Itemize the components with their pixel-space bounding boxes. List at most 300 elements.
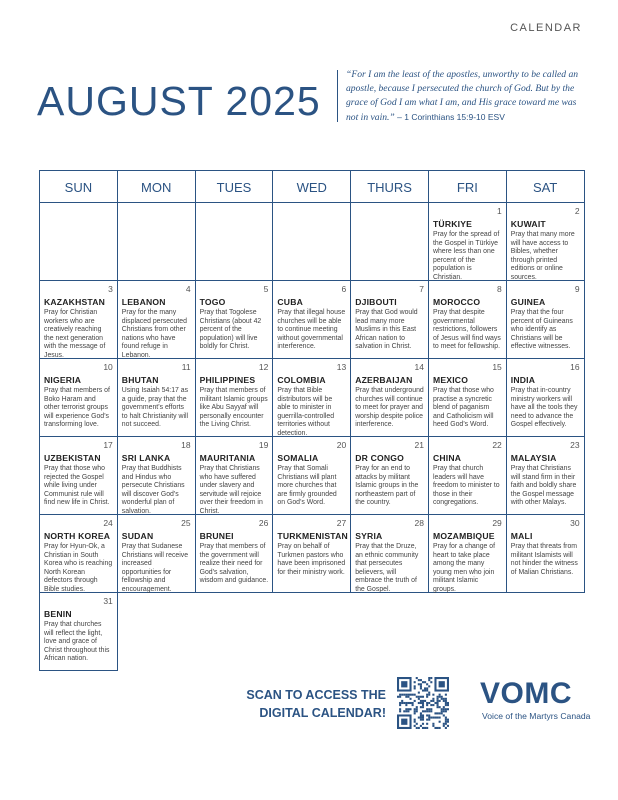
day-cell [40, 281, 118, 359]
country-name: MALI [510, 531, 533, 541]
prayer-text: Pray that Togolese Christians (about 42 percent of the population) will live boldly for Christ. [199, 309, 262, 351]
qr-module [416, 723, 418, 725]
qr-module [424, 727, 426, 729]
prayer-text: Pray that threats from militant Islamists will not hinder the witness of Malian Christians. [510, 543, 578, 576]
day-number: 21 [414, 440, 424, 450]
qr-module [422, 719, 424, 721]
qr-module [428, 719, 430, 721]
country-name: PHILIPPINES [199, 375, 256, 385]
weekday-tues: TUES [196, 171, 274, 203]
country-name: CUBA [277, 297, 304, 307]
prayer-text: Pray that God would lead many more Muslims in this East African nation to salvation in Christ. [355, 309, 418, 351]
qr-module [412, 702, 414, 704]
qr-module [403, 694, 405, 696]
country-name: TÜRKIYE [432, 219, 473, 229]
qr-module [432, 725, 434, 727]
qr-module [443, 714, 445, 716]
qr-module [422, 689, 424, 691]
qr-module [428, 714, 430, 716]
qr-module [441, 696, 443, 698]
qr-module [426, 727, 428, 729]
weekday-header-row [40, 171, 585, 203]
scan-line-2: DIGITAL CALENDAR! [259, 706, 386, 720]
qr-module [418, 702, 420, 704]
qr-module [428, 677, 430, 679]
day-cell [40, 593, 118, 671]
day-cell [429, 359, 507, 437]
empty-day-cell [196, 203, 274, 281]
qr-module [424, 689, 426, 691]
qr-module [428, 708, 430, 710]
qr-module [426, 683, 428, 685]
prayer-text: Pray that members of the government will realize their need for God’s salvation, wisdom and guidance. [199, 543, 269, 585]
qr-module [422, 681, 424, 683]
qr-module [414, 721, 416, 723]
day-cell [40, 437, 118, 515]
qr-module [401, 694, 403, 696]
prayer-text: Pray that Bible distributors will be able to minister in guerrilla-controlled territories without detection. [277, 387, 335, 437]
day-cell [351, 437, 429, 515]
qr-module [439, 721, 441, 723]
qr-module [422, 702, 424, 704]
day-number: 23 [570, 440, 580, 450]
qr-module [401, 719, 407, 725]
qr-module [405, 702, 407, 704]
qr-module [428, 717, 430, 719]
day-number: 15 [492, 362, 502, 372]
prayer-text: Pray for the many displaced persecuted Christians from other nations who have found refuge in Lebanon. [121, 309, 187, 359]
qr-module [439, 700, 441, 702]
qr-module [420, 683, 422, 685]
day-number: 3 [108, 284, 113, 294]
vomc-tagline: Voice of the Martyrs Canada [482, 711, 591, 721]
qr-module [432, 717, 434, 719]
qr-module [422, 714, 424, 716]
prayer-text: Pray that underground churches will continue to meet for prayer and worship despite police interference. [355, 387, 424, 429]
qr-module [407, 710, 409, 712]
qr-module [426, 714, 428, 716]
day-cell [507, 437, 585, 515]
qr-module [422, 727, 424, 729]
empty-day-cell [351, 203, 429, 281]
country-name: KAZAKHSTAN [44, 297, 106, 307]
month-title: AUGUST 2025 [37, 78, 321, 124]
qr-module [443, 698, 445, 700]
qr-module [434, 702, 436, 704]
country-name: COLOMBIA [277, 375, 326, 385]
vomc-logo: VOMC [480, 677, 572, 710]
qr-module [414, 712, 416, 714]
qr-module [439, 696, 441, 698]
qr-module [439, 681, 445, 687]
qr-module [430, 717, 432, 719]
day-number: 12 [258, 362, 269, 372]
qr-module [416, 727, 418, 729]
day-number: 19 [258, 440, 269, 450]
qr-module [432, 698, 434, 700]
qr-module [418, 679, 420, 681]
qr-module [407, 696, 409, 698]
qr-module [399, 694, 401, 696]
country-name: AZERBAIJAN [355, 375, 413, 385]
qr-module [443, 710, 445, 712]
qr-module [445, 723, 447, 725]
qr-module [420, 685, 422, 687]
qr-module [420, 696, 422, 698]
country-name: UZBEKISTAN [44, 453, 101, 463]
prayer-text: Pray that Sudanese Christians will receive increased opportunities for fellowship and encouragement. [121, 543, 189, 593]
day-number: 28 [414, 518, 424, 528]
qr-module [409, 708, 411, 710]
qr-module [405, 708, 407, 710]
day-number: 27 [336, 518, 347, 528]
qr-module [422, 700, 424, 702]
qr-module [439, 717, 441, 719]
qr-module [418, 692, 420, 694]
qr-module [445, 717, 447, 719]
qr-module [437, 717, 439, 719]
prayer-text: Pray that Buddhists and Hindus who persecute Christians will discover God’s wonderful plan of salvation. [121, 465, 185, 515]
week-row [40, 593, 585, 671]
qr-module [432, 704, 434, 706]
country-name: SOMALIA [277, 453, 319, 463]
qr-module [414, 694, 416, 696]
qr-module [430, 700, 432, 702]
qr-module [405, 704, 407, 706]
qr-module [434, 717, 436, 719]
qr-module [422, 717, 424, 719]
qr-module [414, 700, 416, 702]
empty-day-cell [40, 203, 118, 281]
day-number: 29 [492, 518, 502, 528]
prayer-text: Pray for a change of heart to take place among the many young men who join militant Islamic groups. [432, 543, 496, 593]
qr-module [428, 679, 430, 681]
qr-module [437, 698, 439, 700]
day-cell [429, 437, 507, 515]
country-name: BHUTAN [121, 375, 159, 385]
qr-module [447, 704, 449, 706]
qr-module [434, 727, 436, 729]
country-name: BRUNEI [199, 531, 234, 541]
qr-module [443, 700, 445, 702]
qr-module [418, 696, 420, 698]
day-cell [196, 281, 274, 359]
prayer-text: Pray on behalf of Turkmen pastors who have been imprisoned for their ministry work. [277, 543, 346, 576]
week-row [40, 203, 585, 281]
day-number: 18 [181, 440, 191, 450]
prayer-text: Using Isaiah 54:17 as a guide, pray that the government’s efforts to halt Christianity will not succeed. [121, 387, 189, 429]
day-cell [273, 515, 351, 593]
empty-day-cell [118, 203, 196, 281]
qr-module [414, 685, 416, 687]
day-cell [118, 281, 196, 359]
week-row [40, 515, 585, 593]
qr-module [428, 694, 430, 696]
qr-module [414, 681, 416, 683]
qr-module [424, 681, 426, 683]
qr-module [426, 694, 428, 696]
prayer-text: Pray that the Druze, an ethnic community that persecutes believers, will embrace the truth of the Gospel. [355, 543, 419, 593]
qr-module [430, 677, 432, 679]
prayer-text: Pray that churches will reflect the light, love and grace of Christ throughout this African nation. [44, 621, 110, 663]
qr-module [447, 719, 449, 721]
qr-module [397, 696, 399, 698]
qr-module [447, 721, 449, 723]
day-number: 31 [103, 596, 113, 606]
prayer-text: Pray that many more will have access to Bibles, whether through printed editions or online sources. [510, 231, 575, 281]
qr-module [445, 719, 447, 721]
qr-module [439, 727, 441, 729]
country-name: DJIBOUTI [355, 297, 397, 307]
calendar-grid [39, 170, 585, 671]
day-cell [196, 515, 274, 593]
qr-module [424, 700, 426, 702]
qr-module [414, 710, 416, 712]
scripture-quote [346, 68, 586, 125]
qr-module [418, 727, 420, 729]
qr-module [399, 710, 401, 712]
qr-module [437, 696, 439, 698]
qr-module [430, 704, 432, 706]
qr-module [416, 710, 418, 712]
week-row [40, 281, 585, 359]
prayer-text: Pray that Christians will stand firm in their faith and boldly share the Gospel message with other Malays. [510, 465, 577, 507]
qr-module [422, 706, 424, 708]
scan-cta [246, 686, 386, 722]
qr-module [412, 704, 414, 706]
day-number: 26 [258, 518, 269, 528]
country-name: GUINEA [510, 297, 546, 307]
prayer-text: Pray for the spread of the Gospel in Türkiye where less than one percent of the population is Christian. [432, 231, 500, 281]
qr-module [401, 681, 407, 687]
qr-module [441, 712, 443, 714]
prayer-text: Pray that in-country ministry workers will have all the tools they need to advance the Gospel effectively. [510, 387, 578, 429]
qr-module [443, 706, 445, 708]
qr-module [420, 706, 422, 708]
qr-module [420, 717, 422, 719]
weekday-thurs: THURS [351, 171, 429, 203]
day-cell [40, 359, 118, 437]
day-number: 6 [341, 284, 347, 294]
qr-module [407, 702, 409, 704]
country-name: NORTH KOREA [44, 531, 111, 541]
qr-module [428, 685, 430, 687]
qr-module [418, 683, 420, 685]
qr-module [420, 714, 422, 716]
day-number: 14 [414, 362, 424, 372]
qr-module [403, 710, 405, 712]
day-cell [196, 359, 274, 437]
qr-module [445, 710, 447, 712]
week-row [40, 359, 585, 437]
qr-module [418, 717, 420, 719]
country-name: INDIA [510, 375, 536, 385]
day-number: 10 [103, 362, 113, 372]
qr-module [445, 727, 447, 729]
day-cell [118, 515, 196, 593]
country-name: SYRIA [355, 531, 383, 541]
country-name: CHINA [432, 453, 462, 463]
title-divider [337, 70, 338, 122]
prayer-text: Pray that those who practise a syncretic blend of paganism and Catholicism will heed God’s Word. [432, 387, 494, 429]
qr-module [416, 706, 418, 708]
qr-module [422, 696, 424, 698]
weekday-wed: WED [273, 171, 351, 203]
prayer-text: Pray for Hyun-Ok, a Christian in South Korea who is reaching North Korean defectors through Bible studies. [44, 543, 113, 593]
country-name: MALAYSIA [510, 453, 557, 463]
qr-module [403, 702, 405, 704]
quote-reference: – 1 Corinthians 15:9-10 ESV [394, 112, 505, 122]
page-label: CALENDAR [510, 22, 582, 34]
qr-module [426, 702, 428, 704]
country-name: MOZAMBIQUE [432, 531, 495, 541]
day-cell [273, 281, 351, 359]
country-name: MOROCCO [432, 297, 481, 307]
qr-module [437, 700, 439, 702]
day-number: 2 [574, 206, 580, 216]
qr-module [420, 702, 422, 704]
qr-module [424, 710, 426, 712]
qr-module [426, 687, 428, 689]
qr-module [416, 696, 418, 698]
day-number: 20 [336, 440, 347, 450]
country-name: KUWAIT [510, 219, 546, 229]
qr-module [447, 708, 449, 710]
day-number: 11 [181, 362, 191, 372]
day-number: 5 [263, 284, 269, 294]
qr-module [399, 708, 401, 710]
qr-module [439, 712, 441, 714]
weekday-mon: MON [118, 171, 196, 203]
prayer-text: Pray that members of Boko Haram and other terrorist groups will experience God’s transforming love. [44, 387, 110, 429]
day-cell [196, 437, 274, 515]
day-number: 4 [185, 284, 191, 294]
qr-module [405, 696, 407, 698]
qr-module [422, 723, 424, 725]
country-name: TURKMENISTAN [277, 531, 348, 541]
qr-module [437, 702, 439, 704]
qr-module [416, 708, 418, 710]
country-name: SUDAN [121, 531, 154, 541]
qr-module [414, 725, 416, 727]
qr-module [399, 702, 401, 704]
qr-module [430, 708, 432, 710]
qr-module [422, 704, 424, 706]
day-cell [507, 203, 585, 281]
qr-module [445, 700, 447, 702]
country-name: BENIN [44, 609, 72, 619]
qr-code-icon[interactable] [397, 677, 449, 729]
qr-module [405, 710, 407, 712]
qr-module [420, 725, 422, 727]
qr-module [428, 710, 430, 712]
day-cell [507, 281, 585, 359]
qr-module [439, 706, 441, 708]
day-cell [351, 281, 429, 359]
day-cell [507, 359, 585, 437]
prayer-text: Pray that Somali Christians will plant more churches that are firmly grounded on God’s Word. [277, 465, 337, 507]
qr-module [443, 723, 445, 725]
day-number: 7 [419, 284, 424, 294]
quote-text: “For I am the least of the apostles, unworthy to be called an apostle, because I persecuted the church of God. But by the grace of God I am what I am, and His grace toward me was not in vain.” [346, 69, 579, 123]
weekday-sun: SUN [40, 171, 118, 203]
qr-module [432, 700, 434, 702]
day-cell [429, 515, 507, 593]
prayer-text: Pray that the four percent of Guineans who identify as Christians will be effective witnesses. [510, 309, 573, 351]
country-name: DR CONGO [355, 453, 405, 463]
country-name: NIGERIA [44, 375, 82, 385]
qr-module [405, 694, 407, 696]
day-cell [351, 359, 429, 437]
country-name: LEBANON [121, 297, 166, 307]
qr-module [420, 712, 422, 714]
day-number: 22 [492, 440, 502, 450]
scan-line-1: SCAN TO ACCESS THE [246, 688, 386, 702]
day-cell [429, 203, 507, 281]
qr-module [443, 708, 445, 710]
day-cell [507, 515, 585, 593]
week-row [40, 437, 585, 515]
qr-module [445, 704, 447, 706]
qr-module [412, 694, 414, 696]
qr-module [426, 719, 428, 721]
day-number: 16 [570, 362, 580, 372]
day-number: 1 [497, 206, 502, 216]
qr-module [424, 687, 426, 689]
qr-module [426, 723, 428, 725]
qr-module [445, 708, 447, 710]
country-name: MEXICO [432, 375, 469, 385]
day-cell [351, 515, 429, 593]
prayer-text: Pray for Christian workers who are creatively reaching the next generation with the message of Jesus. [44, 309, 106, 359]
day-number: 30 [570, 518, 580, 528]
qr-module [414, 719, 416, 721]
qr-module [445, 702, 447, 704]
qr-module [420, 700, 422, 702]
qr-module [409, 698, 411, 700]
qr-module [420, 687, 422, 689]
qr-module [426, 704, 428, 706]
qr-module [407, 694, 409, 696]
prayer-text: Pray that illegal house churches will be able to continue meeting without governmental interference. [277, 309, 346, 351]
qr-module [432, 694, 434, 696]
qr-module [428, 702, 430, 704]
qr-module [407, 708, 409, 710]
qr-module [418, 698, 420, 700]
qr-module [426, 710, 428, 712]
qr-module [443, 725, 445, 727]
qr-module [426, 696, 428, 698]
day-number: 13 [336, 362, 347, 372]
weekday-sat: SAT [507, 171, 585, 203]
day-cell [273, 359, 351, 437]
day-number: 24 [103, 518, 113, 528]
weekday-fri: FRI [429, 171, 507, 203]
prayer-text: Pray for an end to attacks by militant Islamic groups in the northeastern part of the country. [355, 465, 419, 507]
qr-module [441, 710, 443, 712]
day-cell [40, 515, 118, 593]
qr-module [409, 702, 411, 704]
qr-module [437, 712, 439, 714]
qr-module [401, 700, 403, 702]
qr-module [420, 679, 422, 681]
qr-module [432, 723, 434, 725]
prayer-text: Pray that those who rejected the Gospel while living under Communist rule will find new life in Christ. [44, 465, 110, 507]
day-number: 9 [574, 284, 580, 294]
qr-module [416, 677, 418, 679]
qr-module [445, 721, 447, 723]
country-name: TOGO [199, 297, 226, 307]
